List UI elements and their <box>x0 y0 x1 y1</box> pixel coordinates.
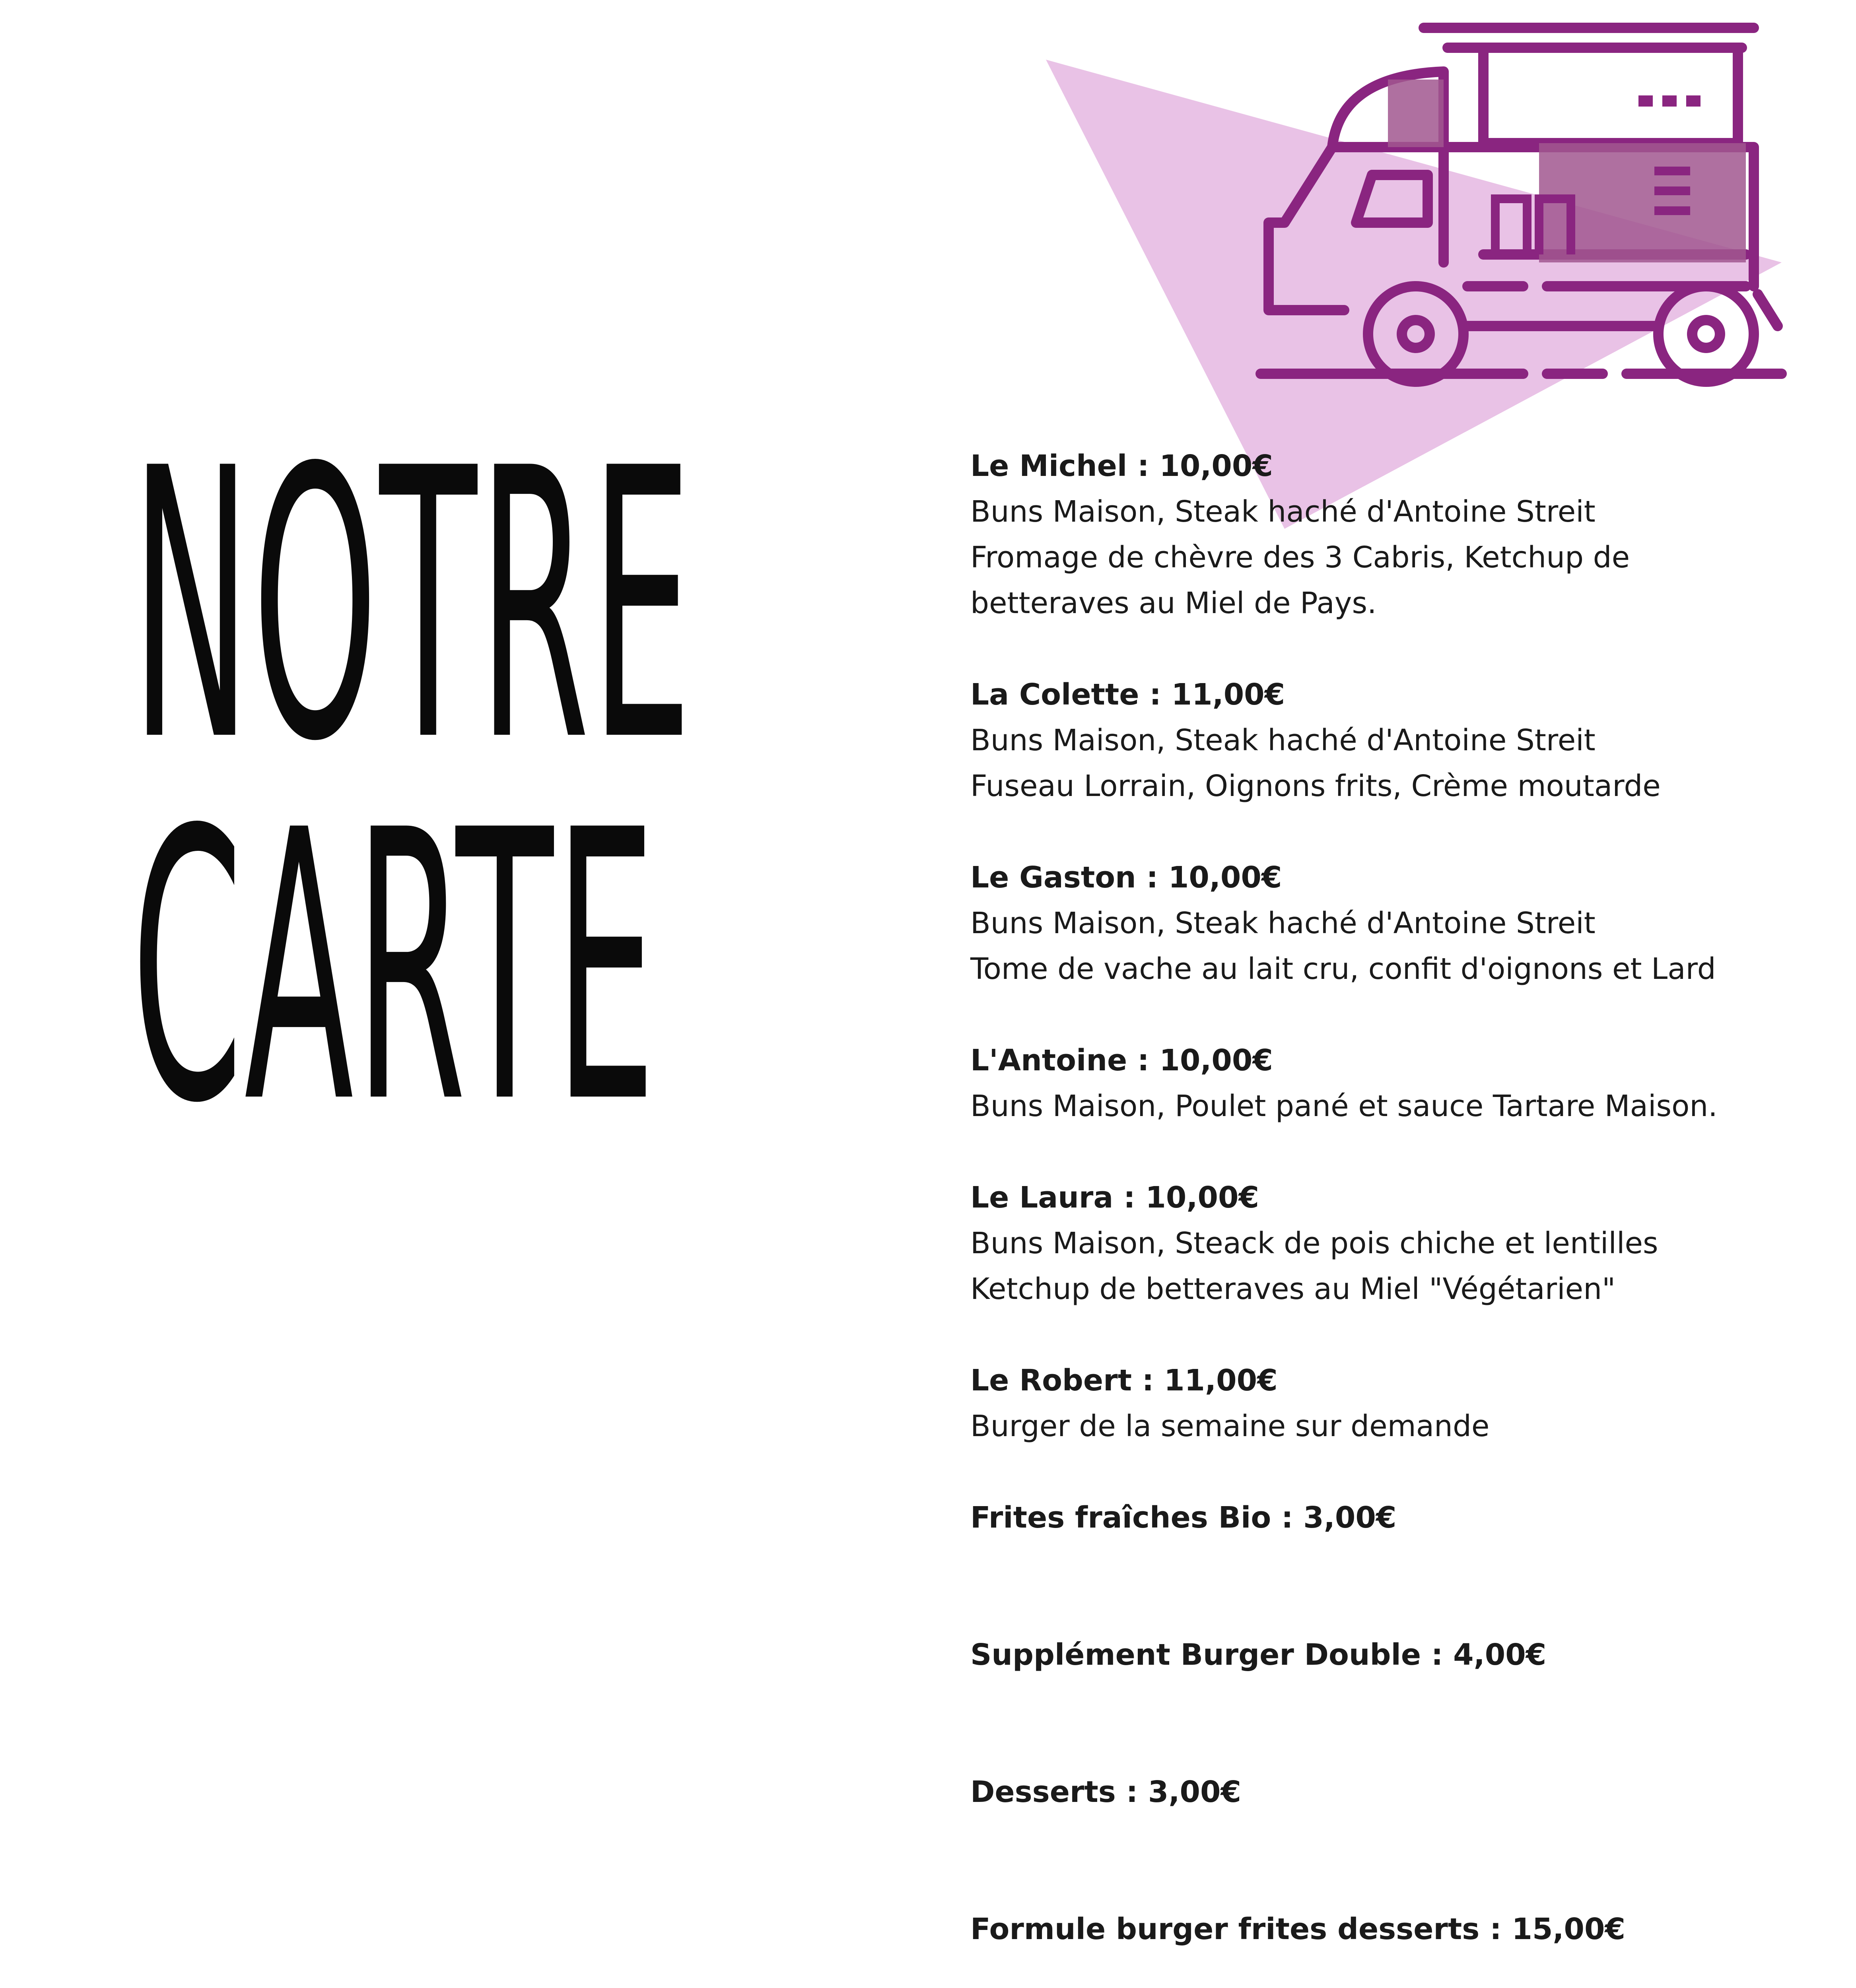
menu-extra: Formule burger frites desserts : 15,00€ <box>970 1912 1626 1946</box>
menu-item-name: L'Antoine : 10,00€ <box>970 1043 1273 1077</box>
menu-item <box>970 1038 1829 1129</box>
menu-item <box>970 443 1829 626</box>
menu-item-description: Ketchup de betteraves au Miel "Végétarien" <box>970 1272 1616 1306</box>
menu-item-description: betteraves au Miel de Pays. <box>970 586 1377 620</box>
menu-item-description: Tome de vache au lait cru, confit d'oignons et Lard <box>970 952 1716 986</box>
menu-extra: Supplément Burger Double : 4,00€ <box>970 1638 1547 1672</box>
menu-item-description: Buns Maison, Poulet pané et sauce Tartare Maison. <box>970 1089 1718 1123</box>
menu-item-name: Le Michel : 10,00€ <box>970 449 1273 483</box>
menu-item-name: La Colette : 11,00€ <box>970 678 1285 712</box>
menu-item-name: Le Robert : 11,00€ <box>970 1363 1278 1398</box>
menu-item-description: Burger de la semaine sur demande <box>970 1409 1490 1443</box>
menu-item-description: Fuseau Lorrain, Oignons frits, Crème moutarde <box>970 769 1661 803</box>
menu-item <box>970 855 1829 992</box>
menu-extra: Frites fraîches Bio : 3,00€ <box>970 1501 1397 1535</box>
menu-item-description: Buns Maison, Steak haché d'Antoine Streit <box>970 906 1596 940</box>
menu-extra: Desserts : 3,00€ <box>970 1775 1241 1809</box>
menu-list <box>970 443 1829 1988</box>
menu-item <box>970 1175 1829 1312</box>
menu-item-description: Buns Maison, Steack de pois chiche et lentilles <box>970 1226 1658 1260</box>
menu-item-name: Le Gaston : 10,00€ <box>970 860 1282 895</box>
page-title <box>131 390 694 1184</box>
menu-item <box>970 1358 1829 1449</box>
menu-item-description: Fromage de chèvre des 3 Cabris, Ketchup de <box>970 540 1630 575</box>
title-line-2: CARTE <box>131 751 657 1184</box>
menu-item-description: Buns Maison, Steak haché d'Antoine Streit <box>970 495 1596 529</box>
menu-item-description: Buns Maison, Steak haché d'Antoine Streit <box>970 723 1596 757</box>
title-line-1: NOTRE <box>131 390 694 823</box>
menu-item-name: Le Laura : 10,00€ <box>970 1180 1259 1215</box>
menu-item <box>970 672 1829 809</box>
